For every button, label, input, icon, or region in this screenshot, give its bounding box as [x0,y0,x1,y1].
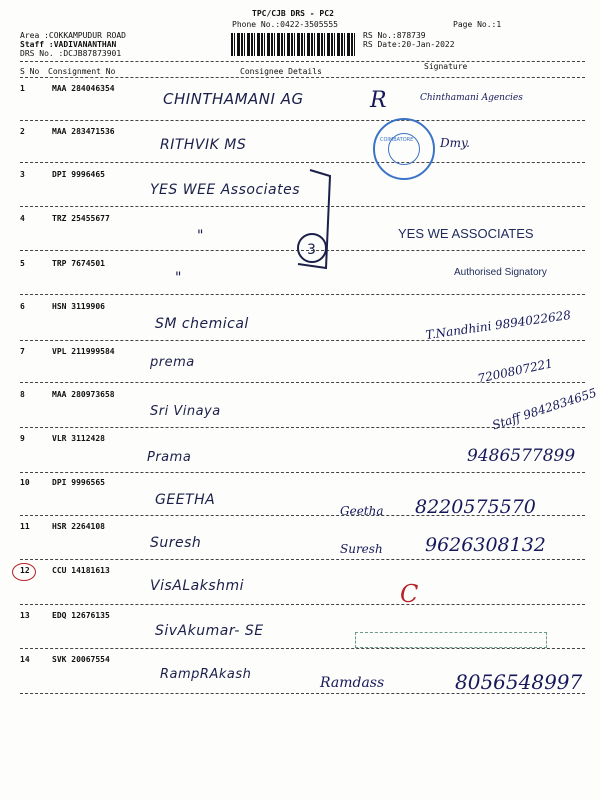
row-consignee: Prama [147,450,192,465]
rs-number: RS No.:878739 [363,31,426,40]
row-consignment: SVK 20067554 [52,655,110,664]
row-consignment: MAA 283471536 [52,127,115,136]
row-consignment: VPL 211999584 [52,347,115,356]
row-divider [20,382,585,383]
row-sno: 10 [20,478,30,487]
row-consignee: RITHVIK MS [160,137,247,153]
row-consignment: DPI 9996465 [52,170,105,179]
row-consignment: MAA 280973658 [52,390,115,399]
row-sno: 11 [20,522,30,531]
row-consignee: SM chemical [155,316,249,332]
signature-row7: 7200807221 [476,356,554,386]
col-sno: S No [20,67,40,76]
rs-date: RS Date:20-Jan-2022 [363,40,455,49]
row-consignee: RampRAkash [160,667,252,682]
row-sno: 2 [20,127,25,136]
row-consignment: CCU 14181613 [52,566,110,575]
row-sno: 8 [20,390,25,399]
signature-row9: 9486577899 [467,446,576,466]
row-consignee: SivAkumar- SE [155,623,264,639]
row-sno: 1 [20,84,25,93]
col-consignment: Consignment No [48,67,116,76]
signature-row11-phone: 9626308132 [425,534,546,556]
signature-row14-name: Ramdass [320,675,385,691]
header-divider-bottom [20,77,585,78]
barcode [231,33,356,56]
row-sno: 9 [20,434,25,443]
header-divider-top [20,61,585,62]
row-sno: 12 [20,566,30,575]
svg-text:3: 3 [307,242,316,258]
phone-number: Phone No.:0422-3505555 [232,20,338,29]
row-sno: 5 [20,259,25,268]
row-consignee: Suresh [150,535,202,551]
row-sno: 7 [20,347,25,356]
row-sno: 3 [20,170,25,179]
signature-row10-phone: 8220575570 [415,496,536,518]
signature-row2: Dmy. [440,136,470,150]
row-consignment: HSN 3119906 [52,302,105,311]
row-consignment: TRZ 25455677 [52,214,110,223]
row-consignment: VLR 3112428 [52,434,105,443]
row-sno: 14 [20,655,30,664]
staff-field: Staff :VADIVANANTHAN [20,40,117,49]
row-divider [20,472,585,473]
row-divider [20,340,585,341]
signature-row8: Staff 9842834655 [490,385,599,433]
row-consignee: Sri Vinaya [150,404,221,419]
area-field: Area :COKKAMPUDUR ROAD [20,31,126,40]
row-consignment: TRP 7674501 [52,259,105,268]
row-consignee: GEETHA [155,492,216,508]
row-consignment: EDQ 12676135 [52,611,110,620]
row-sno: 4 [20,214,25,223]
signature-row1-name: Chinthamani Agencies [420,93,523,103]
row-divider [20,604,585,605]
row-sno: 13 [20,611,30,620]
signature-row14-phone: 8056548997 [455,670,583,694]
signature-row11-name: Suresh [340,542,383,556]
col-signature: Signature [424,62,468,71]
row-divider [20,120,585,121]
company-stamp: YES WE ASSOCIATES [398,226,534,241]
row-consignee: " [197,228,204,244]
row-consignee: YES WEE Associates [150,182,301,198]
round-seal-text: COIMBATORE [380,137,414,143]
row-divider [20,162,585,163]
signature-row12: C [400,580,419,608]
col-consignee: Consignee Details [240,67,322,76]
drs-number: DRS No. :DCJB87873901 [20,49,122,58]
signature-row6: T.Nandhini 9894022628 [424,307,572,343]
bracket-mark [290,168,350,273]
row-consignment: HSR 2264108 [52,522,105,531]
row-divider [20,559,585,560]
faint-stamp [355,632,547,648]
row-consignee: prema [150,355,195,370]
signature-row10-name: Geetha [340,504,384,518]
signature-mark: R [370,88,387,113]
row-divider [20,648,585,649]
row-consignee: CHINTHAMANI AG [163,90,304,108]
page-number: Page No.:1 [453,20,502,29]
row-consignee: VisALakshmi [150,578,245,594]
row-sno: 6 [20,302,25,311]
report-title: TPC/CJB DRS - PC2 [252,9,334,18]
row-divider [20,294,585,295]
authorised-signatory: Authorised Signatory [454,267,547,278]
row-consignment: DPI 9996565 [52,478,105,487]
round-seal [373,118,435,180]
row-consignment: MAA 284046354 [52,84,115,93]
row-consignee: " [175,270,182,286]
